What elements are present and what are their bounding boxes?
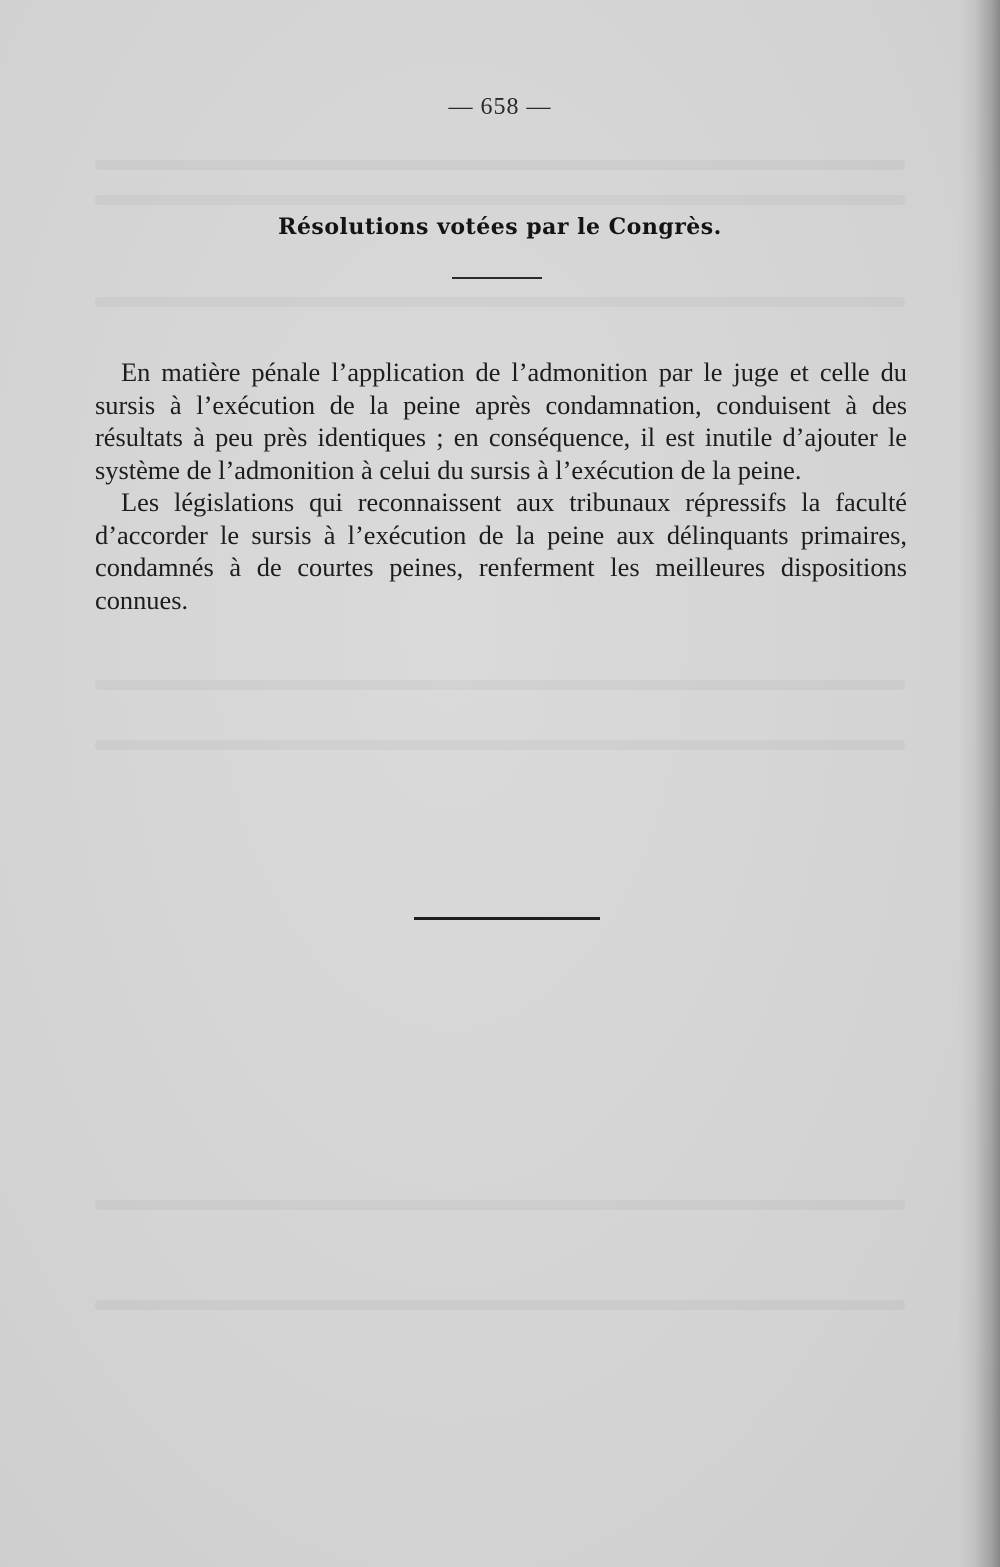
resolution-paragraph-2: Les législations qui reconnaissent aux tribunaux répressifs la faculté d’accorder le sursis à l’exécution de la peine aux délinquants primaires, condamnés à de courtes peines, renferment les meilleures dispositions connues.: [95, 487, 907, 615]
bleed-through-line: [95, 740, 905, 750]
bleed-through-line: [95, 680, 905, 690]
heading-separator-rule: [452, 277, 542, 279]
bleed-through-line: [95, 195, 905, 205]
page-number: — 658 —: [448, 94, 552, 120]
section-heading: Résolutions votées par le Congrès.: [278, 214, 722, 240]
bleed-through-line: [95, 160, 905, 170]
closing-rule: [414, 917, 600, 920]
bleed-through-line: [95, 297, 905, 307]
bleed-through-line: [95, 1200, 905, 1210]
bleed-through-line: [95, 1300, 905, 1310]
resolutions-body: [95, 356, 907, 616]
resolution-paragraph-1: En matière pénale l’application de l’admonition par le juge et celle du sursis à l’exécution de la peine après condamnation, conduisent à des résultats à peu près identiques ; en conséquence, il est inutile d’ajouter le système de l’admonition à celui du sursis à l’exécution de la peine.: [95, 357, 907, 485]
